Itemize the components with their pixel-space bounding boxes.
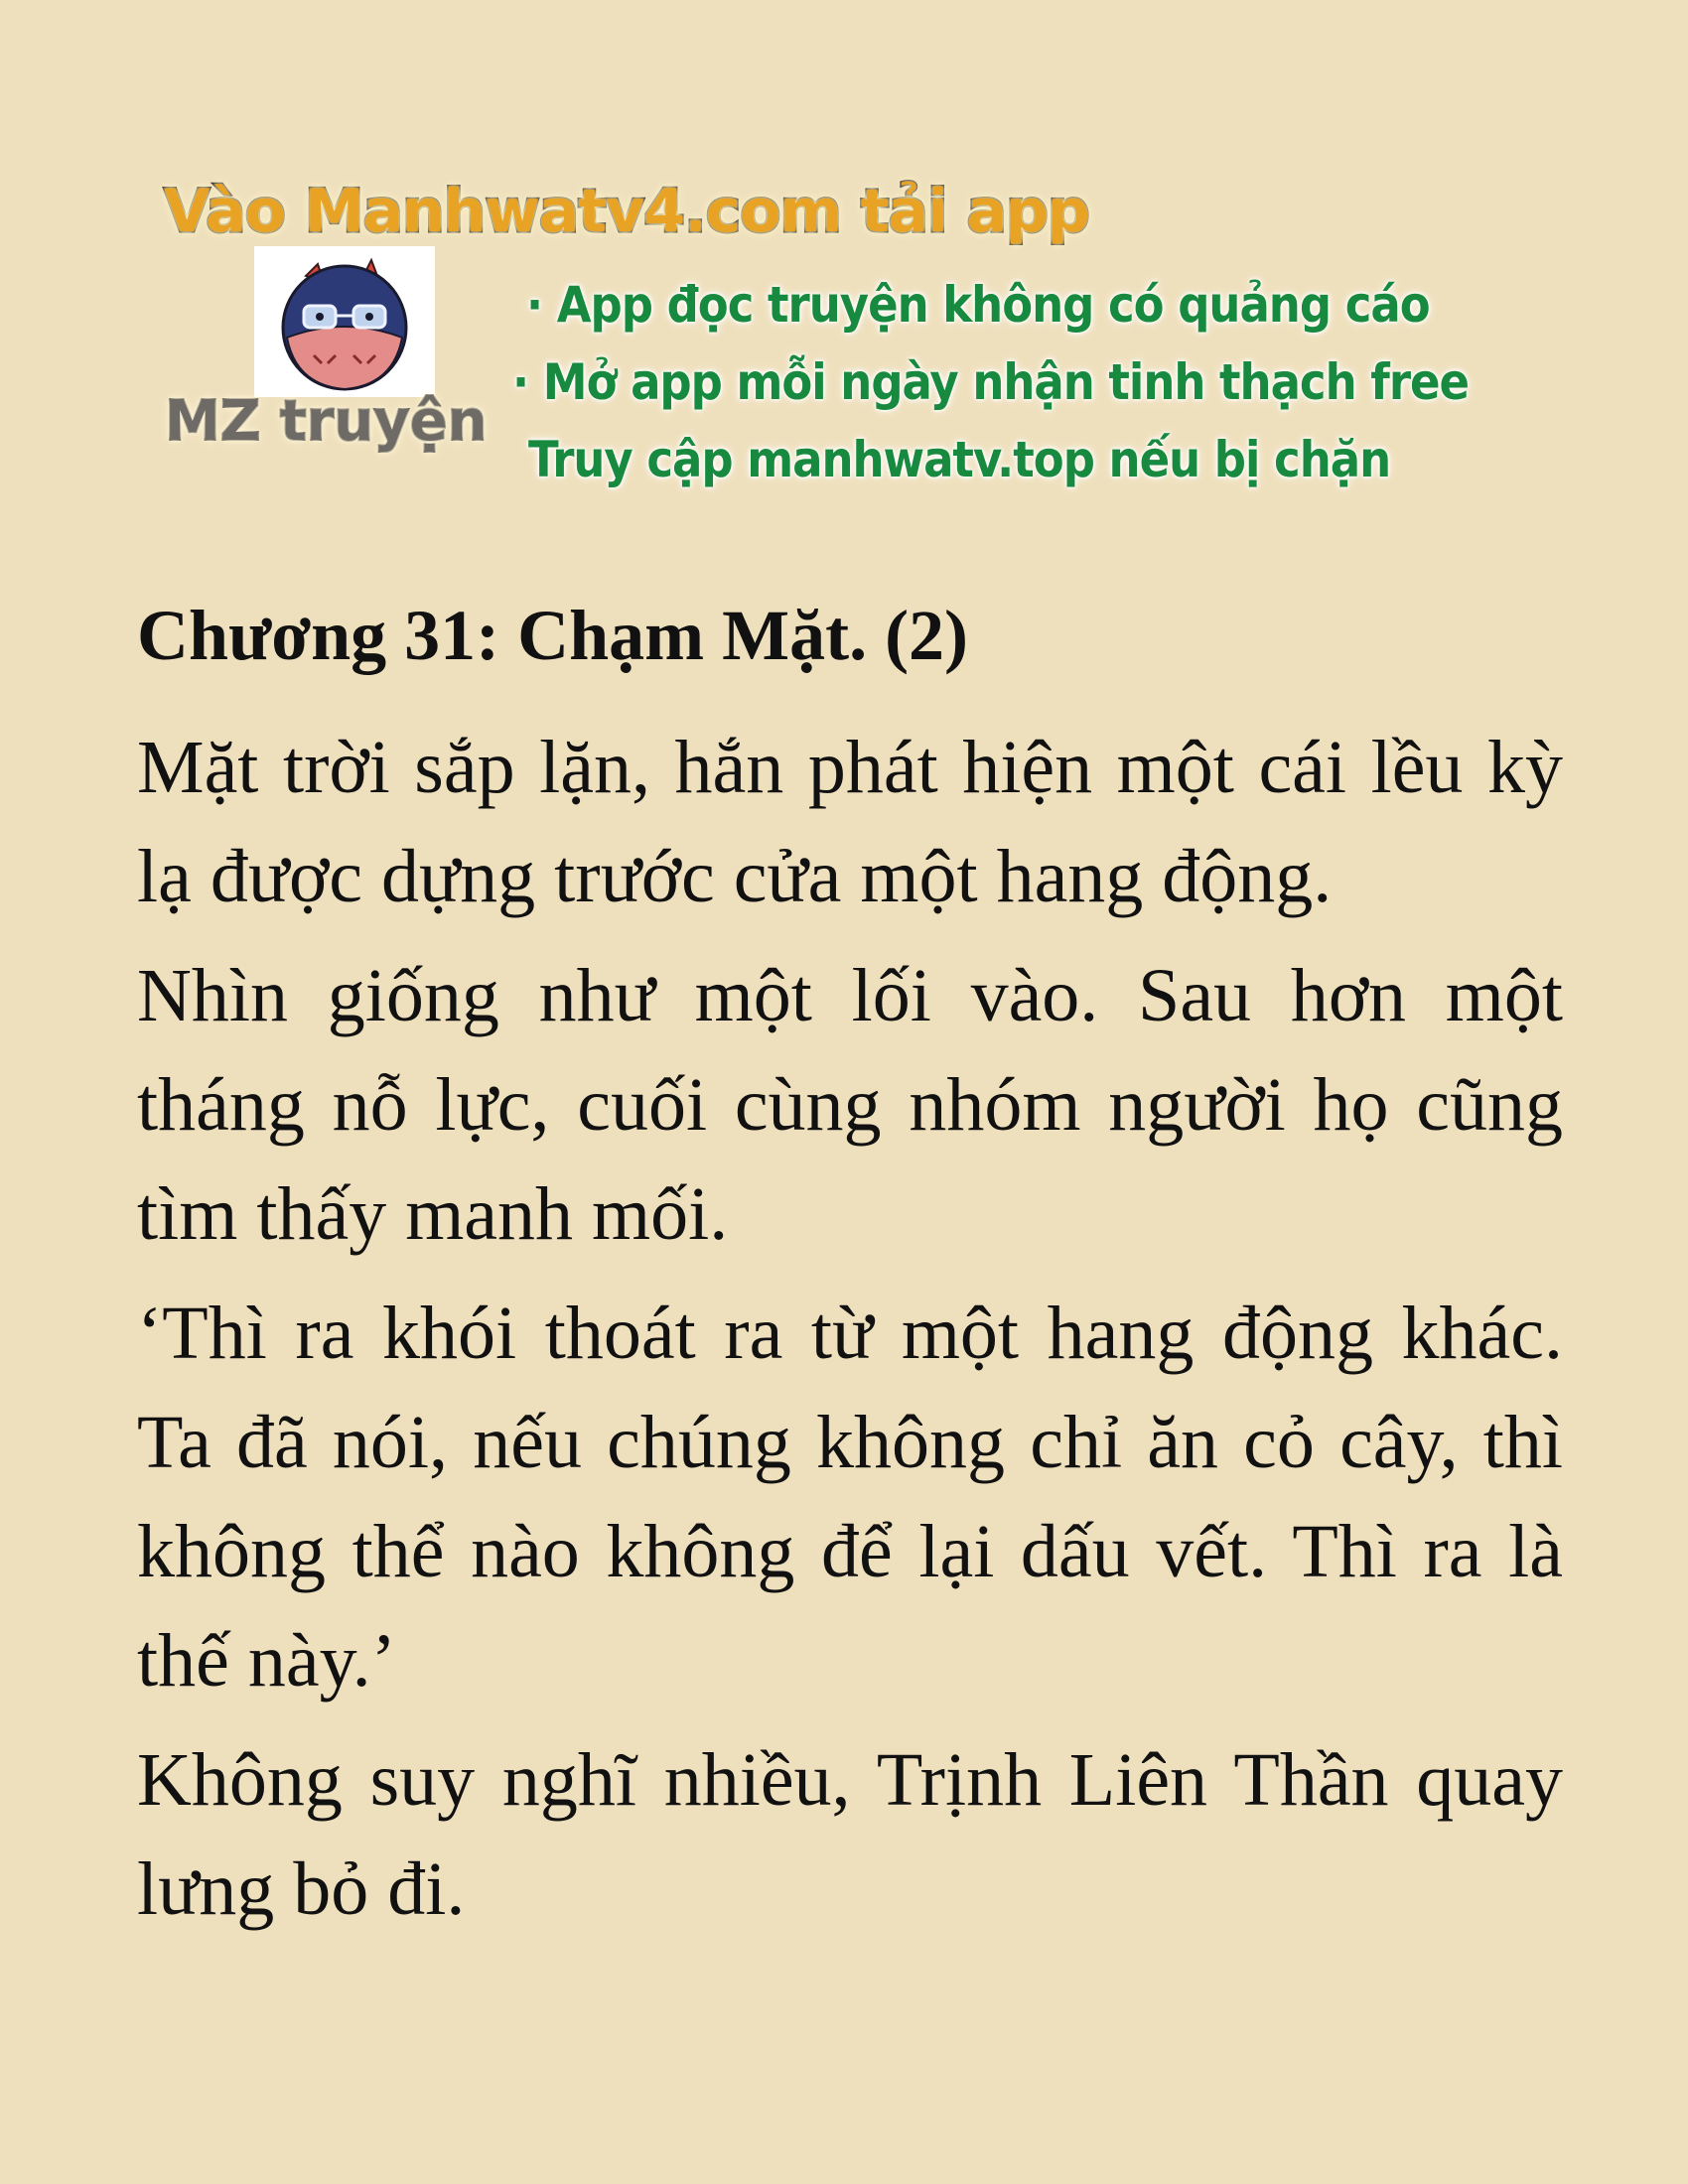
promo-banner: [0, 0, 1688, 516]
banner-title[interactable]: Vào Manhwatv4.com tải app: [164, 177, 1089, 246]
paragraph: Không suy nghĩ nhiều, Trịnh Liên Thần quay lưng bỏ đi.: [137, 1738, 1563, 1931]
brand-name: MZ truyện: [165, 389, 488, 454]
promo-line-no-ads: · App đọc truyện không có quảng cáo: [526, 276, 1430, 334]
chapter-content: [137, 586, 1563, 1954]
paragraph: ‘Thì ra khói thoát ra từ một hang động khác. Ta đã nói, nếu chúng không chỉ ăn cỏ cây, thì không thể nào không để lại dấu vết. Thì ra là thế này.’: [137, 1292, 1563, 1703]
mascot-logo-icon: [254, 246, 435, 397]
logo-box: [254, 246, 435, 397]
chapter-title: Chương 31: Chạm Mặt. (2): [137, 596, 969, 675]
promo-line-mirror-site[interactable]: Truy cập manhwatv.top nếu bị chặn: [528, 431, 1391, 488]
paragraph: Mặt trời sắp lặn, hắn phát hiện một cái lều kỳ lạ được dựng trước cửa một hang động.: [137, 726, 1563, 918]
promo-line-daily-reward: · Mở app mỗi ngày nhận tinh thạch free: [512, 353, 1470, 411]
paragraph: Nhìn giống như một lối vào. Sau hơn một tháng nỗ lực, cuối cùng nhóm người họ cũng tìm thấy manh mối.: [137, 954, 1563, 1256]
